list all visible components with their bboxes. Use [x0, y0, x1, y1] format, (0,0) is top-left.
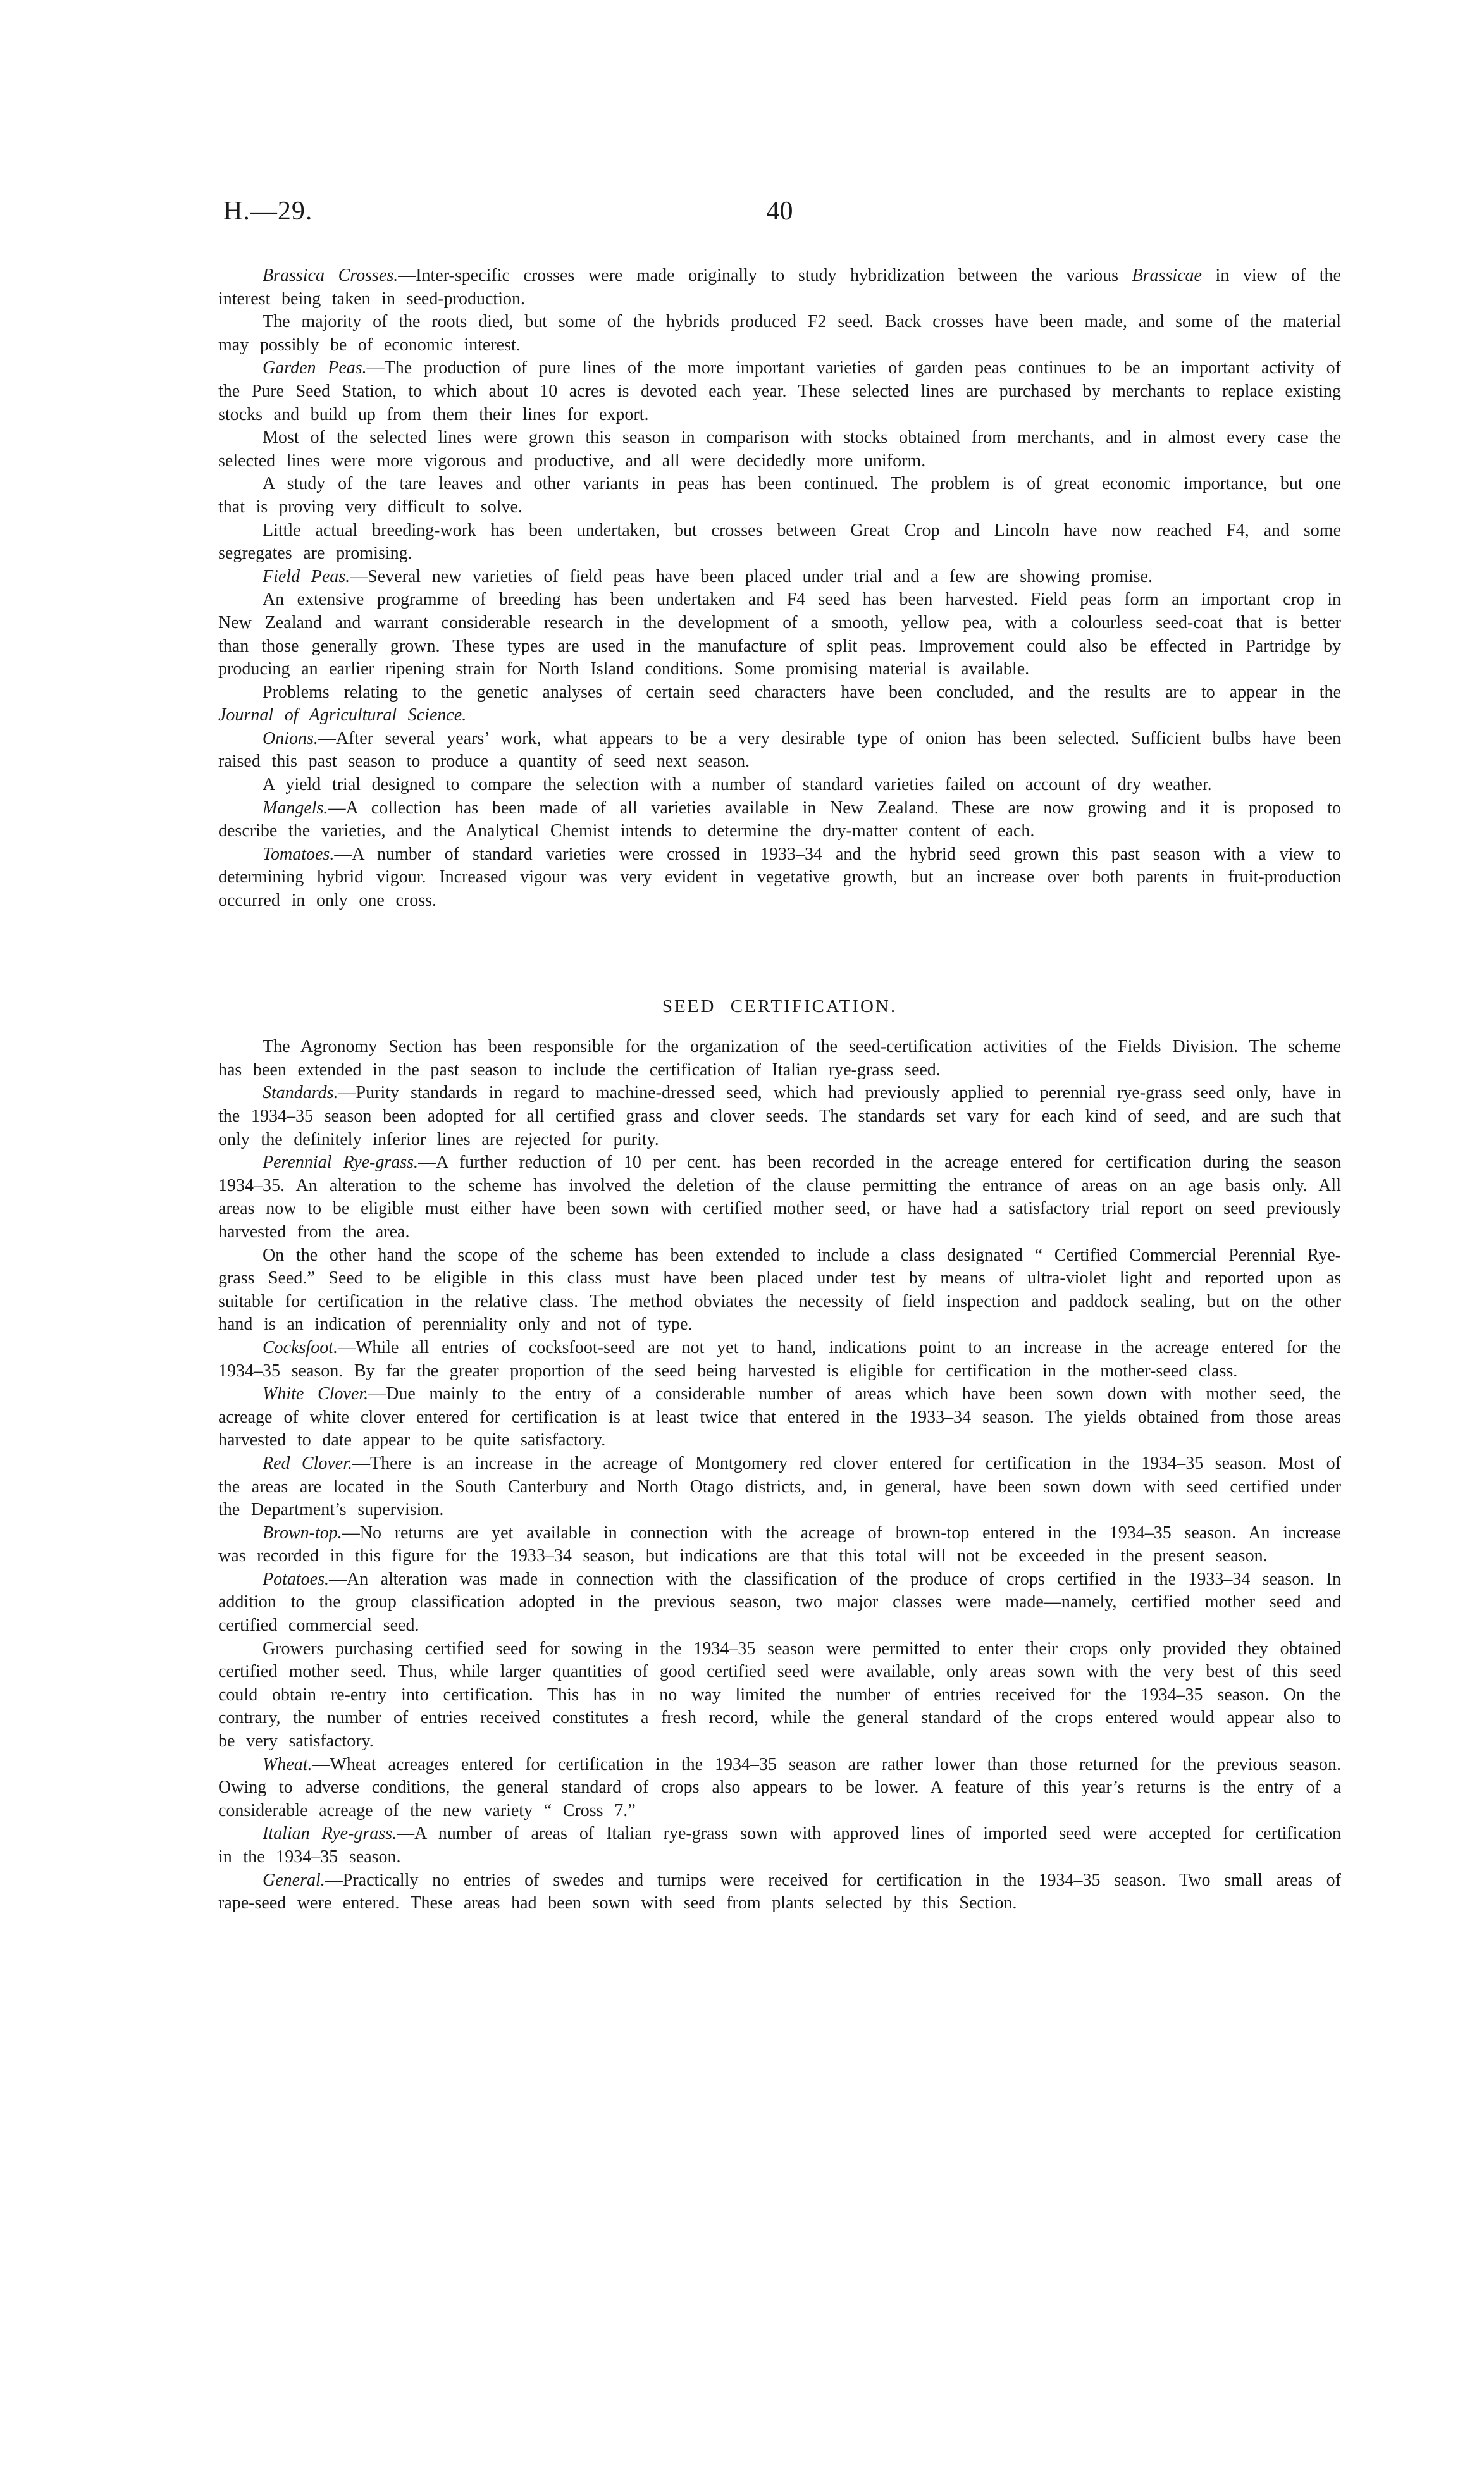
- paragraph: [218, 1337, 1341, 1383]
- paragraph-text: —A collection has been made of all varieties available in New Zealand. These are now growing and it is proposed to describe the varieties, and the Analytical Chemist intends to determine the dry-matter content of each.: [218, 798, 1341, 841]
- paragraph-lead: Cocksfoot.: [263, 1337, 338, 1357]
- paragraph: [218, 843, 1341, 913]
- paragraph-lead: Wheat.: [263, 1754, 312, 1774]
- paragraph-text: —Several new varieties of field peas have been placed under trial and a few are showing promise.: [350, 566, 1153, 586]
- report-id: H.—29.: [223, 197, 313, 226]
- paragraph: [218, 1638, 1341, 1753]
- paragraph-lead: Red Clover.: [263, 1453, 353, 1473]
- paragraph-text: Little actual breeding-work has been undertaken, but crosses between Great Crop and Lincoln have now reached F4, and some segregates are promising.: [218, 520, 1341, 564]
- paragraph-text: —Practically no entries of swedes and turnips were received for certification in the 1934–35 season. Two small areas of rape-seed were entered. These areas had been sown with seed from plants selected by this Section.: [218, 1870, 1341, 1913]
- paragraph: [218, 1568, 1341, 1638]
- paragraph-lead: Italian Rye-grass.: [263, 1824, 397, 1844]
- section-heading: SEED CERTIFICATION.: [662, 996, 898, 1017]
- paragraph-text: —A further reduction of 10 per cent. has been recorded in the acreage entered for certification during the season 1934–35. An alteration to the scheme has involved the deletion of the clause permitting the entrance of areas on an age basis only. All areas now to be eligible must either have been sown with certified mother seed, or have had a satisfactory trial report on seed previously harvested from the area.: [218, 1153, 1342, 1242]
- paragraph: [218, 1452, 1341, 1522]
- paragraph-lead: Journal of Agricultural Science.: [218, 705, 467, 726]
- document-body: [218, 264, 1341, 1915]
- paragraph: [218, 1753, 1341, 1823]
- paragraph: [218, 1383, 1341, 1452]
- paragraph: [218, 264, 1341, 311]
- paragraph-lead: General.: [263, 1870, 325, 1890]
- paragraph: [218, 727, 1341, 774]
- paragraph: [218, 519, 1341, 566]
- paragraph-text: in view of the interest being taken in seed-production.: [218, 266, 1341, 309]
- paragraph-lead: Onions.: [263, 728, 318, 748]
- paragraph: [218, 1244, 1341, 1337]
- paragraph-text: —While all entries of cocksfoot-seed are not yet to hand, indications point to an increase in the acreage entered for the 1934–35 season. By far the greater proportion of the seed being harvested is eligible for certification in the mother-seed class.: [218, 1337, 1341, 1381]
- paragraph: [218, 311, 1341, 357]
- paragraph: [218, 426, 1341, 473]
- paragraph-text: On the other hand the scope of the scheme has been extended to include a class designated “ Certified Commercial Perennial Rye-grass Seed.” Seed to be eligible in this class must have been placed under test by means of ultra-violet light and reported upon as suitable for certification in the relative class. The method obviates the necessity of field inspection and paddock sealing, but on the other hand is an indication of perenniality only and not of type.: [218, 1245, 1341, 1335]
- paragraph-text: —No returns are yet available in connection with the acreage of brown-top entered in the 1934–35 season. An increase was recorded in this figure for the 1933–34 season, but indications are that this total will not be exceeded in the present season.: [218, 1523, 1341, 1566]
- paragraph-text: An extensive programme of breeding has been undertaken and F4 seed has been harvested. Field peas form an important crop in New Zealand and warrant considerable research in the development of a smooth, yellow pea, with a colourless seed-coat that is better than those generally grown. These types are used in the manufacture of split peas. Improvement could also be effected in Partridge by producing an earlier ripening strain for North Island conditions. Some promising material is available.: [218, 590, 1341, 679]
- paragraph: [218, 797, 1341, 843]
- paragraph-lead: Potatoes.: [263, 1569, 329, 1589]
- paragraph-text: —An alteration was made in connection with the classification of the produce of crops certified in the 1933–34 season. In addition to the group classification adopted in the previous season, two major classes were made—namely, certified mother seed and certified commercial seed.: [218, 1569, 1341, 1636]
- paragraph: [218, 588, 1341, 681]
- paragraph-lead: Brassicae: [1132, 266, 1202, 285]
- paragraph-lead: Field Peas.: [263, 566, 350, 586]
- paragraph-lead: Brown-top.: [263, 1523, 342, 1543]
- paragraph-text: —There is an increase in the acreage of Montgomery red clover entered for certification in the 1934–35 season. Most of the areas are located in the South Canterbury and North Otago districts, and, in general, have been sown down with seed certified under the Department’s supervision.: [218, 1453, 1341, 1520]
- paragraph: [218, 473, 1341, 519]
- paragraph-text: —After several years’ work, what appears to be a very desirable type of onion has been selected. Sufficient bulbs have been raised this past season to produce a quantity of seed next season.: [218, 728, 1341, 772]
- paragraph-text: —Inter-specific crosses were made originally to study hybridization between the various: [398, 266, 1132, 285]
- paragraph: [218, 357, 1341, 426]
- paragraph-lead: Standards.: [263, 1083, 338, 1103]
- paragraph: [218, 1151, 1341, 1244]
- paragraph-lead: White Clover.: [263, 1384, 369, 1404]
- paragraph: [218, 1869, 1341, 1915]
- paragraph-lead: Perennial Rye-grass.: [263, 1153, 419, 1173]
- paragraph-text: —A number of standard varieties were crossed in 1933–34 and the hybrid seed grown this past season with a view to determining hybrid vigour. Increased vigour was very evident in vegetative growth, but an increase over both parents in fruit-production occurred in only one cross.: [218, 844, 1341, 911]
- paragraph-lead: Garden Peas.: [263, 358, 367, 378]
- paragraph-lead: Brassica Crosses.: [263, 266, 399, 285]
- paragraph: [218, 1082, 1341, 1151]
- paragraph-lead: Tomatoes.: [263, 844, 335, 864]
- paragraph-text: Problems relating to the genetic analyses of certain seed characters have been concluded, and the results are to appear in the: [263, 682, 1341, 702]
- paragraph: [218, 681, 1341, 727]
- paragraph-text: Growers purchasing certified seed for sowing in the 1934–35 season were permitted to enter their crops only provided they obtained certified mother seed. Thus, while larger quantities of good certified seed were available, only areas sown with the very best of this seed could obtain re-entry into certification. This has in no way limited the number of entries received for the 1934–35 season. On the contrary, the number of entries received constitutes a fresh record, while the general standard of the crops entered would appear also to be very satisfactory.: [218, 1638, 1341, 1752]
- paragraph: [218, 1035, 1341, 1082]
- paragraph: [218, 1822, 1341, 1869]
- paragraph-text: A yield trial designed to compare the selection with a number of standard varieties failed on account of dry weather.: [263, 775, 1212, 795]
- paragraph-text: —The production of pure lines of the more important varieties of garden peas continues to be an important activity of the Pure Seed Station, to which about 10 acres is devoted each year. These selected lines are purchased by merchants to replace existing stocks and build up from them their lines for export.: [218, 358, 1341, 424]
- page-header: [218, 196, 1341, 234]
- paragraph-text: —Wheat acreages entered for certification in the 1934–35 season are rather lower than those returned for the previous season. Owing to adverse conditions, the general standard of crops also appears to be lower. A feature of this year’s returns is the entry of a considerable acreage of the new variety “ Cross 7.”: [218, 1754, 1341, 1821]
- paragraph: [218, 774, 1341, 797]
- paragraph: [218, 1522, 1341, 1568]
- page-number: 40: [766, 197, 793, 226]
- paragraph-text: The majority of the roots died, but some of the hybrids produced F2 seed. Back crosses have been made, and some of the material may possibly be of economic interest.: [218, 312, 1341, 355]
- paragraph-text: —A number of areas of Italian rye-grass sown with approved lines of imported seed were accepted for certification in the 1934–35 season.: [218, 1824, 1341, 1867]
- paragraph-text: —Due mainly to the entry of a considerable number of areas which have been sown down with mother seed, the acreage of white clover entered for certification is at least twice that entered in the 1933–34 season. The yields obtained from those areas harvested to date appear to be quite satisfactory.: [218, 1384, 1341, 1450]
- paragraph-text: —Purity standards in regard to machine-dressed seed, which had previously applied to perennial rye-grass seed only, have in the 1934–35 season been adopted for all certified grass and clover seeds. The standards set vary for each kind of seed, and are such that only the definitely inferior lines are rejected for purity.: [218, 1083, 1341, 1149]
- paragraph-lead: Mangels.: [263, 798, 328, 818]
- paragraph-text: The Agronomy Section has been responsible for the organization of the seed-certification activities of the Fields Division. The scheme has been extended in the past season to include the certification of Italian rye-grass seed.: [218, 1037, 1341, 1080]
- paragraph-text: Most of the selected lines were grown this season in comparison with stocks obtained from merchants, and in almost every case the selected lines were more vigorous and productive, and all were decidedly more uniform.: [218, 428, 1341, 471]
- paragraph-text: A study of the tare leaves and other variants in peas has been continued. The problem is of great economic importance, but one that is proving very difficult to solve.: [218, 474, 1341, 517]
- paragraph: [218, 566, 1341, 589]
